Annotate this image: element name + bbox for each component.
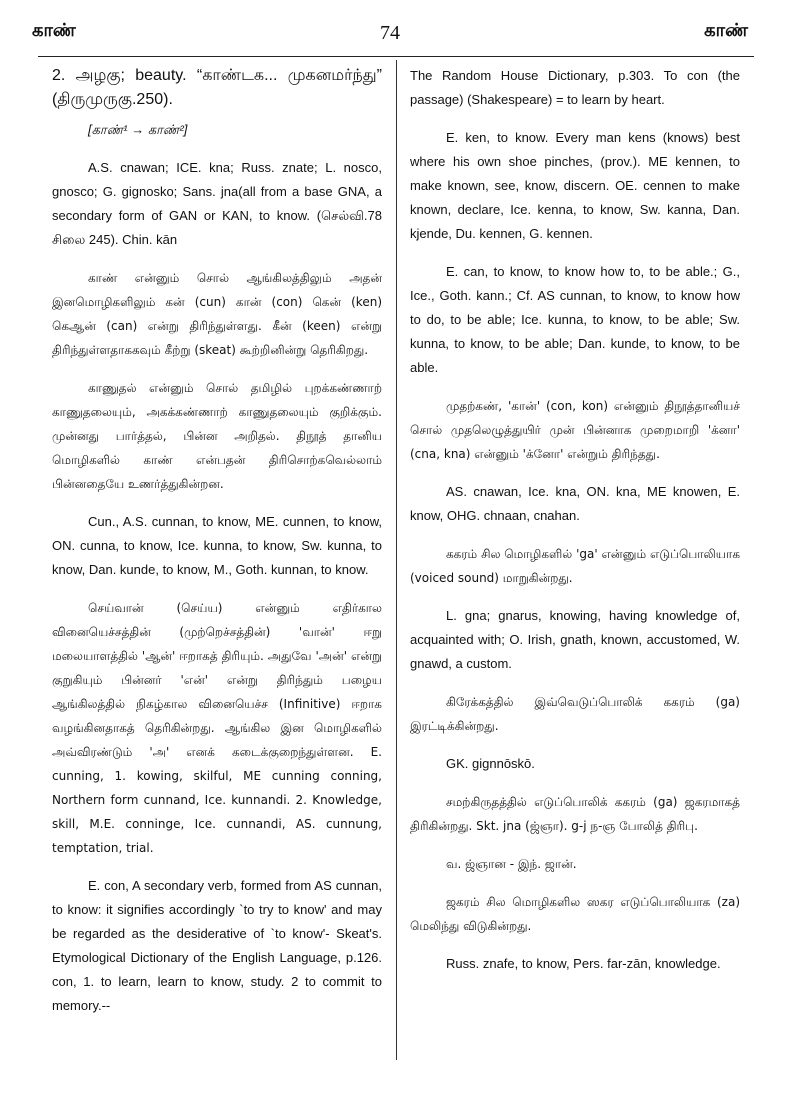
gna-paragraph: L. gna; gnarus, knowing, having knowledge of, acquainted with; O. Irish, gnath, known, accustomed, W. gnawd, a custom. xyxy=(410,608,740,671)
header-left-word: காண் xyxy=(32,20,76,40)
page-header xyxy=(0,0,800,50)
ken-paragraph: E. ken, to know. Every man kens (knows) best where his own shoe pinches, (prov.). ME kennen, to make known, see, know, discern. OE. cennen to make known, declare, Ice. kenna, to know, Sw. kanna, Dan. kjende, Du. kennen, G. kennen. xyxy=(410,130,740,241)
tamil-paragraph-9: ஜகரம் சில மொழிகளில ஸகர எடுப்பொலியாக (za) மெலிந்து விடுகின்றது. xyxy=(410,895,740,933)
left-column xyxy=(52,64,382,1032)
cnawan-paragraph: AS. cnawan, Ice. kna, ON. kna, ME knowen, E. know, OHG. chnaan, cnahan. xyxy=(410,484,740,523)
header-right-word: காண் xyxy=(704,20,748,40)
definition-beauty: 2. அழகு; beauty. “காண்டக... முகனமர்ந்து” (திருமுருகு.250). xyxy=(52,67,382,108)
tamil-paragraph-1: காண் என்னும் சொல் ஆங்கிலத்திலும் அதன் இனமொழிகளிலும் கன் (cun) கான் (con) கென் (ken) கெஆன் (can) என்று திரிந்துள்ளது. கீன் (keen) என்று திரிந்துள்ளதாககவும் கீற்று (skeat) கூற்றினின்று தெரிகிறது. xyxy=(52,271,382,357)
russ-paragraph: Russ. znafe, to know, Pers. far-zān, knowledge. xyxy=(446,956,721,971)
cun-paragraph: Cun., A.S. cunnan, to know, ME. cunnen, to know, ON. cunna, to know, Ice. kunna, to know, Sw. kunna, to know, Dan. kunde, to know, M., Goth. kunnan, to know. xyxy=(52,514,382,577)
right-column xyxy=(410,64,740,990)
tamil-paragraph-7: சமற்கிருதத்தில் எடுப்பொலிக் ககரம் (ga) ஜகரமாகத் திரிகின்றது. Skt. jna (ஜ்ஞா). g-j ந-ஞ போலித் திரிபு. xyxy=(410,795,740,833)
random-house-paragraph: The Random House Dictionary, p.303. To con (the passage) (Shakespeare) = to learn by heart. xyxy=(410,68,740,107)
cognates-paragraph: A.S. cnawan; ICE. kna; Russ. znate; L. nosco, gnosco; G. gignosko; Sans. jna(all from a base GNA, a secondary form of GAN or KAN, to know. (செல்வி.78 சிலை 245). Chin. kān xyxy=(52,160,382,247)
tamil-paragraph-2: காணுதல் என்னும் சொல் தமிழில் புறக்கண்ணாற் காணுதலையும், அகக்கண்ணாற் காணுதலையும் குறிக்கும். முன்னது பார்த்தல், பின்ன அறிதல். திநூத் தானிய மொழிகளில் காண் என்பதன் திரிசொற்கவெல்லாம் பின்னதையே உணர்த்துகின்றன. xyxy=(52,381,382,491)
header-rule xyxy=(38,56,754,57)
page-number: 74 xyxy=(380,22,400,44)
cross-reference: [காண்¹ → காண்²] xyxy=(88,122,188,137)
tamil-paragraph-4: முதற்கண், 'கான்' (con, kon) என்னும் திநூத்தானியச் சொல் முதலெழுத்துயிர் முன் பின்னாக முறைமாறி 'க்னா' (cna, kna) என்னும் 'க்னோ' என்றும் திரிந்தது. xyxy=(410,399,740,461)
tamil-paragraph-3: செய்வான் (செய்ய) என்னும் எதிர்கால வினையெச்சத்தின் (முற்றெச்சத்தின்) 'வான்' ஈறு மலையாளத்தில் 'ஆன்' ஈறாகத் திரியும். அதுவே 'அன்' என்று குறுகியும் பின்னர் 'என்' என்று திரிந்தும் பழைய ஆங்கிலத்தில் நிகழ்கால வினையெச்ச (Infinitive) ஈறாக வழங்கினதாகத் தெரிகின்றது. ஆங்கில இன மொழிகளில் அவ்விரண்டும் 'அ' எனக் கடைக்குறைந்துள்ளன. E. cunning, 1. kowing, skilful, ME cunning conning, Northern form cunnand, Ice. kunnandi. 2. Knowledge, skill, M.E. conninge, Ice. cunnandi, AS. cunnung, temptation, trial. xyxy=(52,601,382,855)
tamil-paragraph-6: கிரேக்கத்தில் இவ்வெடுப்பொலிக் ககரம் (ga) இரட்டிக்கின்றது. xyxy=(410,695,740,733)
con-paragraph: E. con, A secondary verb, formed from AS cunnan, to know: it signifies accordingly `to try to know' and may be regarded as the desiderative of `to know'- Skeat's. Etymological Dictionary of the English Language, p.126. con, 1. to learn, learn to know, study. 2 to commit to memory.-- xyxy=(52,878,382,1013)
tamil-paragraph-5: ககரம் சில மொழிகளில் 'ga' என்னும் எடுப்பொலியாக (voiced sound) மாறுகின்றது. xyxy=(410,547,740,585)
tamil-paragraph-8: வ. ஜ்ஞான - இந். ஜான். xyxy=(446,857,577,871)
column-divider xyxy=(396,60,397,1060)
gk-paragraph: GK. gignnōskō. xyxy=(446,756,535,771)
can-paragraph: E. can, to know, to know how to, to be able.; G., Ice., Goth. kann.; Cf. AS cunnan, to know, to know how to do, to be able; Ice. kunna, to know, to be able; Sw. kunna, to know, to be able; Dan. kunde, to know, to be able. xyxy=(410,264,740,375)
